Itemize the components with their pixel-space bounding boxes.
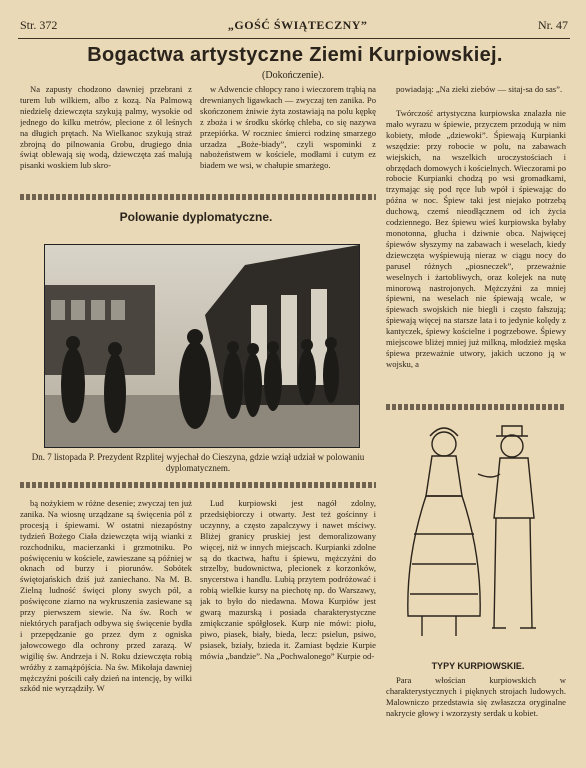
illustration-title: TYPY KURPIOWSKIE. (431, 661, 525, 671)
ornament-divider-3 (386, 404, 566, 410)
article-title: Bogactwa artystyczne Ziemi Kurpiowskiej. (87, 44, 503, 66)
article-subtitle: (Dokończenie). (262, 70, 324, 81)
column-2-top: w Adwencie chłopcy rano i wieczorem trąbią na drewnianych ligawkach — zwyczaj ten zanika. Po skończonem żniwie żyta zostawiają na polu kępkę z zboża i w środku skórkę chleba, co się nazywa przepiórka. W roczniec śmierci rodzinę smarzego urzadza „Boże-biady”, czyli wspominki z nabożeństwem w kościele, modłami i cutym ez biadem we wsi, w chałupie smarżego. (200, 84, 376, 171)
illustration-caption: Para włościan kurpiowskich w charakterystycznych i pięknych strojach ludowych. Malowniczo przedstawia się zwłaszcza oryginalne nakrycie głowy i wzorzysty serdak u kobiet. (386, 675, 566, 718)
page-number: Str. 372 (20, 18, 58, 32)
kurpie-couple-illustration (392, 414, 562, 658)
hunting-photo (44, 244, 360, 448)
column-1-bottom: bą nożykiem w różne desenie; zwyczaj ten już zanika. Na wiosnę urządzane są święcenia pól z procesją i śpiewami. W ostatni niezapóstny tydzień Bożego Ciała dziewczęta wiją wianki z rozchodniku, macierzanki i grzmotniku. Po poświęceniu w kościele, zawieszane są później w oknach od burzy i piorunów. Sobótek świętojańskich dziś już zaniechano. Na M. B. Zielną ludność święci plony swych pól, a poświęcone ziarno na wykruszenia zasiewane są przy pierwszem siewie. Na św. Roch w niektórych parafjach odbywa się święcenie bydła i przepędzanie go przez dym z ogniska jałowcowego dla ochrony przed zarazą. W wigilię św. Andrzeja i N. Roku dziewczęta robią wróżby z zamążpójścia. Na św. Mikołaja dawniej mężczyźni pościli cały dzień na intencję, by wilki szkód nie wyrządziły. W (20, 498, 192, 694)
column-1-top: Na zapusty chodzono dawniej przebrani z turem lub wilkiem, albo z kozą. Na Palmową niedzielę dziewczęta szykują palmy, wysokie od jednego do kilku metrów, plecione z ól leśnych na długich prętach. Na Wielkanoc szykują straż zbrojną do pilnowania Grobu, drugiego dnia świąt oblewają się wodą, dziewczęta zaś malują pisanki woskiem lub skro- (20, 84, 192, 171)
page-header (20, 18, 568, 34)
column-3-top: powiadają: „Na zieki ziebów — sitaj-sa do sas”. (396, 84, 563, 94)
ornament-divider (20, 194, 376, 200)
ornament-divider-2 (20, 482, 376, 488)
header-rule (18, 38, 570, 39)
photo-title: Polowanie dyplomatyczne. (119, 210, 273, 224)
column-3-body: Twórczość artystyczna kurpiowska znalazła nie mało wyrazu w śpiewie, przyczem przodują w nim kobiety, młode „dziewoki”. Śpiewają Kurpianki wszędzie: przy robocie w polu, na zabawach wiejskich, na wszelkich uroczystościach i obrzędach domowych i kościelnych. Wieczorami po robocie Kurpianki chodzą po wsi gromadkami, trzymając się pod ręce lub wpół i śpiewając do późna w noc. Śpiew taki jest niejako potrzebą duchową, czemś nieodłącznem od ich życia codziennego. Bez śpiewu wieś kurpiowska byłaby monotonna, głucha i dziwnie obca. Najwięcej śpiewów słyszymy na zabawach i weselach, kiedy dziewczęta wyśpiewują nieraz w ciągu nocy do parusel różnych „piosneczek”, przeważnie weselnych i żartobliwych, oraz kolejek na nutę minorową nastrojonych. Mężczyźni za mniej śpiewni, na weselach nie śpiewają wcale, w śpiewach swojskich nie biegli i często fałszują; śpiewają więcej na starsze lata i to jedynie kolędy z kantyczek, śpiewy kościelne i pogrzebowe. Śpiewy miejscowe bliżej mniej już milkną, młodzież męska śpiewa przeważnie utwory, jakich uczono ją w wojsku, a (386, 108, 566, 369)
magazine-name: „GOŚĆ ŚWIĄTECZNY” (227, 18, 368, 32)
column-2-bottom: Lud kurpiowski jest nagół zdolny, przedsiębiorczy i otwarty. Jest też gościnny i uczynny, a często zapalczywy i nawet mściwy. Bliżej granicy pruskiej jest demoralizowany więcej, niż w innych miejscach. Kurpianki zdolne są do tkactwa, haftu i śpiewu, mężczyźni do strzelby, budownictwa, plecionek z korzonków, snycerstwa i handlu. Lubią przytem podróżować i robią wielkie kursy na piechotę np. do Warszawy, jak to było do niedawna. Mowa Kurpiów jest gwarą mazurską i posiada charakterystyczne zmiękczanie spółgłosek. Kurp nie mówi: piołu, piwo, piasek, biały, bieda, lecz: psielun, psiwo, psiasek, bziały, bzieda it. Zamiast będzie Kurpie mówia „bandzie”. Na „Pochwalonego” Kurpie od- (200, 498, 376, 661)
issue-number: Nr. 47 (538, 18, 568, 32)
photo-caption: Dn. 7 listopada P. Prezydent Rzplitej wyjechał do Cieszyna, gdzie wziął udział w polowaniu dyplomatycznem. (31, 452, 365, 473)
